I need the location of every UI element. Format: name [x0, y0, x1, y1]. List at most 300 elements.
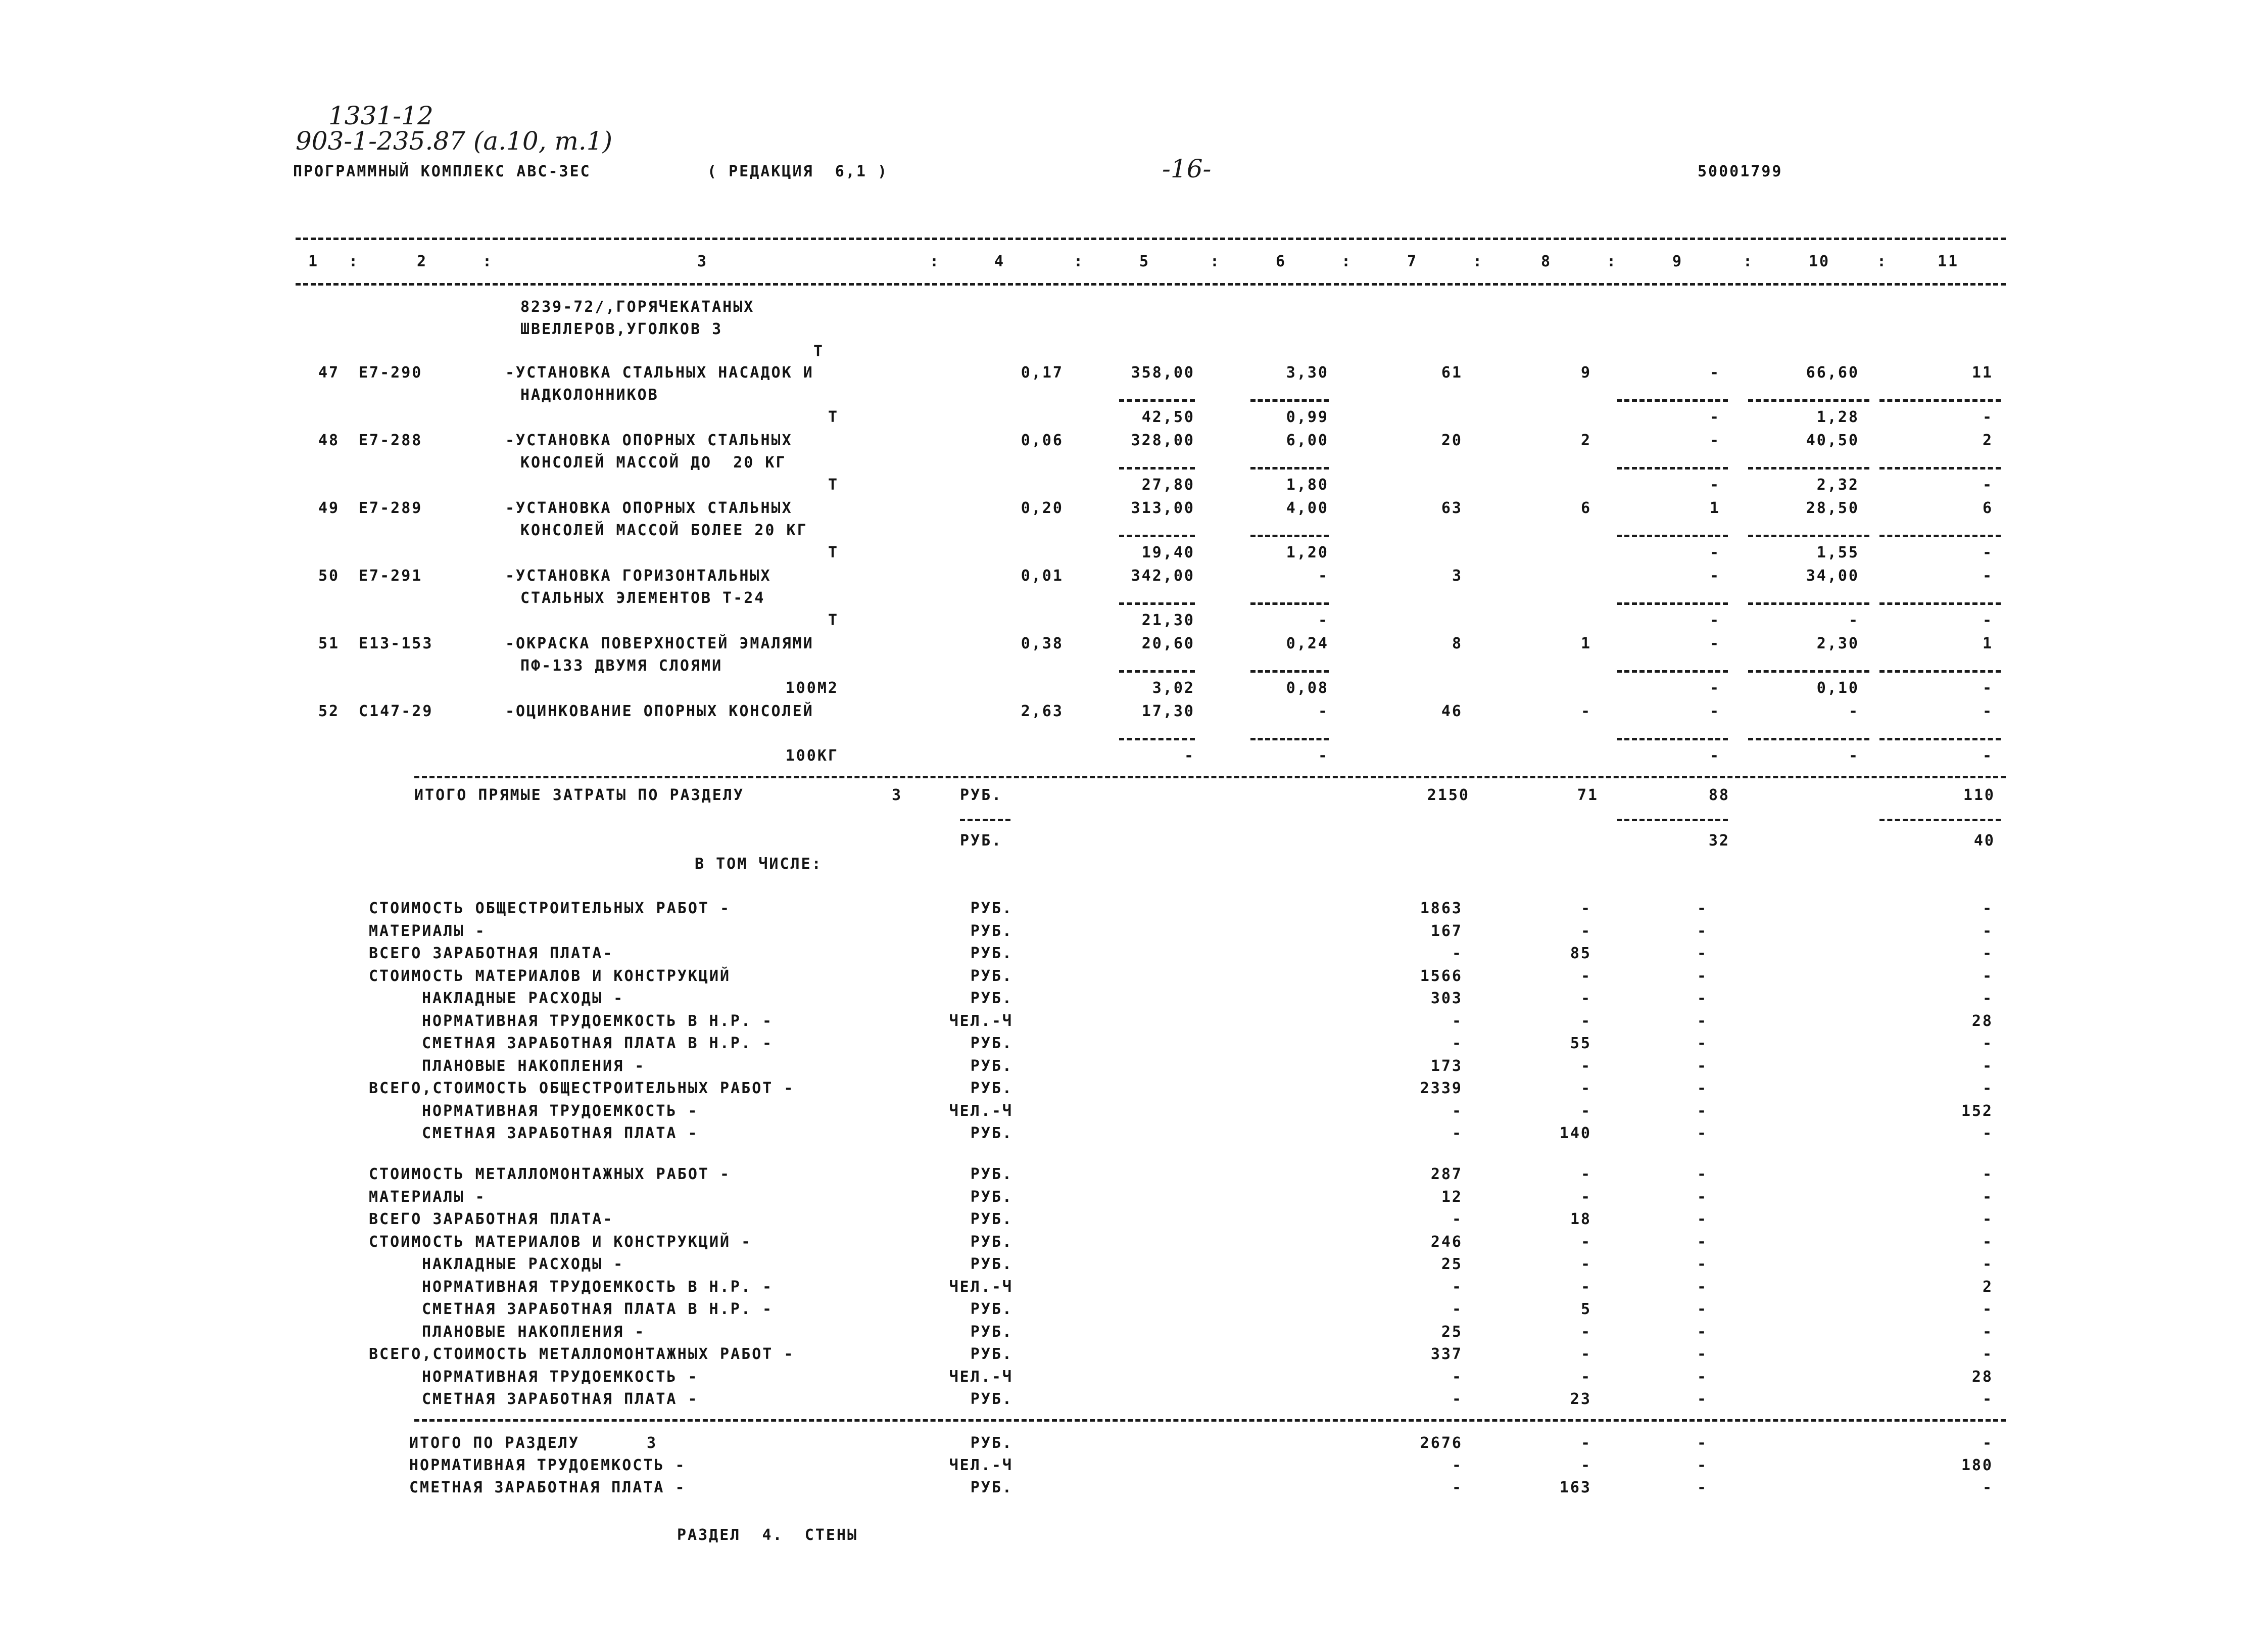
section-total-c7: - — [1452, 1457, 1463, 1474]
summary-c7: 303 — [1430, 990, 1463, 1007]
section-total-label: ИТОГО ПО РАЗДЕЛУ — [409, 1434, 580, 1452]
cell-c10: - — [1848, 702, 1859, 720]
cell-c6b: - — [1318, 612, 1329, 629]
summary-c7: - — [1452, 1390, 1463, 1408]
rule-c9-underline — [1617, 819, 1728, 821]
summary-label: НАКЛАДНЫЕ РАСХОДЫ - — [422, 990, 624, 1007]
cell-c6b: - — [1318, 747, 1329, 765]
cell-c7: 3 — [1452, 567, 1463, 585]
cell-c6b: 1,80 — [1286, 476, 1329, 494]
row-code: Е7-290 — [359, 364, 423, 382]
summary-unit: РУБ. — [970, 922, 1013, 940]
cell-c10b: - — [1848, 747, 1859, 765]
rule-before-totals — [414, 776, 2006, 778]
cell-c8: 9 — [1580, 364, 1591, 382]
rule-c6 — [1250, 399, 1329, 402]
rule-c6 — [1250, 738, 1329, 740]
summary-c11: - — [1982, 1080, 1993, 1097]
summary-c8: 18 — [1570, 1210, 1591, 1228]
summary-label: СМЕТНАЯ ЗАРАБОТНАЯ ПЛАТА - — [422, 1390, 699, 1408]
rule-c10 — [1748, 535, 1869, 537]
rule-c10 — [1748, 467, 1869, 470]
cell-c11b: - — [1982, 747, 1993, 765]
row-description-2: НАДКОЛОННИКОВ — [520, 386, 659, 404]
row-description: -УСТАНОВКА ОПОРНЫХ СТАЛЬНЫХ — [505, 499, 793, 517]
summary-label: НАКЛАДНЫЕ РАСХОДЫ - — [422, 1255, 624, 1273]
summary-c7: 25 — [1441, 1255, 1463, 1273]
cell-c5b: 27,80 — [1141, 476, 1195, 494]
rule-c6 — [1250, 467, 1329, 470]
cell-c6b: 0,08 — [1286, 679, 1329, 697]
summary-c7: 287 — [1430, 1165, 1463, 1183]
rule-c10 — [1748, 399, 1869, 402]
section-total-unit: ЧЕЛ.-Ч — [949, 1457, 1013, 1474]
summary-c11: 28 — [1971, 1012, 1993, 1030]
summary-unit: РУБ. — [970, 1345, 1013, 1363]
next-section-title: РАЗДЕЛ 4. СТЕНЫ — [677, 1526, 858, 1544]
section-total-unit: РУБ. — [970, 1479, 1013, 1496]
summary-unit: РУБ. — [970, 1255, 1013, 1273]
row-description-2: КОНСОЛЕЙ МАССОЙ БОЛЕЕ 20 КГ — [520, 522, 808, 539]
rule-c5 — [1119, 670, 1195, 673]
rule-c6 — [1250, 535, 1329, 537]
summary-unit: РУБ. — [970, 900, 1013, 917]
summary-c11: 152 — [1961, 1102, 1993, 1120]
cell-c9: - — [1709, 567, 1720, 585]
summary-label: НОРМАТИВНАЯ ТРУДОЕМКОСТЬ В Н.Р. - — [422, 1012, 774, 1030]
summary-unit: РУБ. — [970, 1124, 1013, 1142]
cell-c7: 20 — [1441, 432, 1463, 449]
summary-c11: - — [1982, 1300, 1993, 1318]
summary-unit: РУБ. — [970, 1165, 1013, 1183]
summary-unit: РУБ. — [970, 1210, 1013, 1228]
summary-c8: - — [1580, 1323, 1591, 1341]
summary-c9: - — [1697, 1255, 1708, 1273]
summary-unit: РУБ. — [970, 1390, 1013, 1408]
summary-c7: 12 — [1441, 1188, 1463, 1206]
summary-unit: ЧЕЛ.-Ч — [949, 1102, 1013, 1120]
cell-c6: 0,24 — [1286, 635, 1329, 652]
section-total-c8: - — [1580, 1434, 1591, 1452]
summary-c8: - — [1580, 1188, 1591, 1206]
row-description: -УСТАНОВКА СТАЛЬНЫХ НАСАДОК И — [505, 364, 814, 382]
cell-c5: 17,30 — [1141, 702, 1195, 720]
summary-label: НОРМАТИВНАЯ ТРУДОЕМКОСТЬ - — [422, 1102, 699, 1120]
row-unit: Т — [828, 612, 839, 629]
cell-c11b: - — [1982, 408, 1993, 426]
row-description: -УСТАНОВКА ГОРИЗОНТАЛЬНЫХ — [505, 567, 771, 585]
summary-c8: - — [1580, 922, 1591, 940]
including-label: В ТОМ ЧИСЛЕ: — [695, 855, 823, 873]
summary-c7: 25 — [1441, 1323, 1463, 1341]
summary-c8: 23 — [1570, 1390, 1591, 1408]
summary-c11: - — [1982, 1035, 1993, 1052]
summary-c9: - — [1697, 1368, 1708, 1386]
rule-c5 — [1119, 535, 1195, 537]
rule-c6 — [1250, 670, 1329, 673]
rule-c10 — [1748, 670, 1869, 673]
summary-c7: - — [1452, 1278, 1463, 1296]
summary-label: СТОИМОСТЬ МЕТАЛЛОМОНТАЖНЫХ РАБОТ - — [369, 1165, 731, 1183]
rule-c11 — [1879, 602, 2001, 605]
summary-label: ВСЕГО,СТОИМОСТЬ МЕТАЛЛОМОНТАЖНЫХ РАБОТ - — [369, 1345, 795, 1363]
cell-c10b: 0,10 — [1816, 679, 1859, 697]
cell-c11b: - — [1982, 544, 1993, 561]
section-total-c11: 180 — [1961, 1457, 1993, 1474]
summary-c11: - — [1982, 1390, 1993, 1408]
cell-c9b: - — [1709, 612, 1720, 629]
summary-c7: - — [1452, 1124, 1463, 1142]
row-number: 48 — [318, 432, 340, 449]
summary-c11: - — [1982, 967, 1993, 985]
intro-line-2: ШВЕЛЛЕРОВ,УГОЛКОВ 3 — [520, 320, 723, 338]
cell-c7: 63 — [1441, 499, 1463, 517]
rule-c10 — [1748, 602, 1869, 605]
cell-c6: 6,00 — [1286, 432, 1329, 449]
summary-c11: - — [1982, 1233, 1993, 1251]
summary-label: СТОИМОСТЬ МАТЕРИАЛОВ И КОНСТРУКЦИЙ — [369, 967, 731, 985]
cell-c6: 3,30 — [1286, 364, 1329, 382]
cell-c11: 1 — [1982, 635, 1993, 652]
summary-c7: 167 — [1430, 922, 1463, 940]
summary-c11: - — [1982, 1345, 1993, 1363]
summary-label: ВСЕГО ЗАРАБОТНАЯ ПЛАТА- — [369, 1210, 614, 1228]
summary-label: СМЕТНАЯ ЗАРАБОТНАЯ ПЛАТА В Н.Р. - — [422, 1035, 774, 1052]
intro-line-1: 8239-72/,ГОРЯЧЕКАТАНЫХ — [520, 298, 755, 316]
row-unit: Т — [828, 408, 839, 426]
summary-c8: - — [1580, 1080, 1591, 1097]
summary-c8: - — [1580, 967, 1591, 985]
summary-c8: 5 — [1580, 1300, 1591, 1318]
cell-c11: 2 — [1982, 432, 1993, 449]
summary-c7: 246 — [1430, 1233, 1463, 1251]
row-code: Е7-291 — [359, 567, 423, 585]
cell-c6: - — [1318, 702, 1329, 720]
summary-unit: ЧЕЛ.-Ч — [949, 1278, 1013, 1296]
rule-c11-underline — [1879, 819, 2001, 821]
summary-c11: - — [1982, 1188, 1993, 1206]
cell-c8: - — [1580, 702, 1591, 720]
summary-c7: - — [1452, 1035, 1463, 1052]
summary-label: ВСЕГО,СТОИМОСТЬ ОБЩЕСТРОИТЕЛЬНЫХ РАБОТ - — [369, 1080, 795, 1097]
program-title: ПРОГРАММНЫЙ КОМПЛЕКС АВС-3ЕС — [293, 163, 591, 180]
summary-c9: - — [1697, 1012, 1708, 1030]
summary-c7: - — [1452, 945, 1463, 962]
summary-c7: - — [1452, 1102, 1463, 1120]
cell-c4: 2,63 — [1021, 702, 1064, 720]
summary-c9: - — [1697, 967, 1708, 985]
row-code: С147-29 — [359, 702, 433, 720]
summary-c9: - — [1697, 1210, 1708, 1228]
summary-unit: РУБ. — [970, 990, 1013, 1007]
row-unit: Т — [828, 476, 839, 494]
cell-c5b: 3,02 — [1152, 679, 1195, 697]
cell-c11: - — [1982, 702, 1993, 720]
row-code: Е7-288 — [359, 432, 423, 449]
summary-unit: РУБ. — [970, 1188, 1013, 1206]
summary-c8: - — [1580, 1345, 1591, 1363]
summary-unit: ЧЕЛ.-Ч — [949, 1012, 1013, 1030]
section-total-label: НОРМАТИВНАЯ ТРУДОЕМКОСТЬ - — [409, 1457, 686, 1474]
rule-before-section-total — [414, 1419, 2006, 1422]
cell-c4: 0,38 — [1021, 635, 1064, 652]
rule-c5 — [1119, 467, 1195, 470]
summary-label: СТОИМОСТЬ МАТЕРИАЛОВ И КОНСТРУКЦИЙ - — [369, 1233, 752, 1251]
summary-label: СМЕТНАЯ ЗАРАБОТНАЯ ПЛАТА - — [422, 1124, 699, 1142]
summary-c7: 1566 — [1420, 967, 1463, 985]
summary-c8: - — [1580, 1233, 1591, 1251]
rule-c9 — [1617, 602, 1728, 605]
summary-c7: 1863 — [1420, 900, 1463, 917]
summary-unit: ЧЕЛ.-Ч — [949, 1368, 1013, 1386]
cell-c4: 0,20 — [1021, 499, 1064, 517]
summary-c8: 85 — [1570, 945, 1591, 962]
summary-c8: - — [1580, 1165, 1591, 1183]
cell-c9: - — [1709, 432, 1720, 449]
summary-unit: РУБ. — [970, 1300, 1013, 1318]
row-unit: 100М2 — [785, 679, 839, 697]
rule-c11 — [1879, 399, 2001, 402]
cell-c5: 313,00 — [1131, 499, 1195, 517]
rule-c11 — [1879, 535, 2001, 537]
summary-c7: - — [1452, 1012, 1463, 1030]
summary-unit: РУБ. — [970, 1233, 1013, 1251]
cell-c5: 342,00 — [1131, 567, 1195, 585]
cell-c7: 46 — [1441, 702, 1463, 720]
section-total-c11: - — [1982, 1479, 1993, 1496]
row-unit: 100КГ — [785, 747, 839, 765]
row-description: -УСТАНОВКА ОПОРНЫХ СТАЛЬНЫХ — [505, 432, 793, 449]
section-total-label: СМЕТНАЯ ЗАРАБОТНАЯ ПЛАТА - — [409, 1479, 686, 1496]
cell-c7: 61 — [1441, 364, 1463, 382]
summary-label: ПЛАНОВЫЕ НАКОПЛЕНИЯ - — [422, 1323, 646, 1341]
summary-unit: РУБ. — [970, 1323, 1013, 1341]
summary-c9: - — [1697, 1278, 1708, 1296]
cell-c10: 34,00 — [1806, 567, 1859, 585]
summary-c8: - — [1580, 1057, 1591, 1075]
page-number: -16- — [1162, 154, 1212, 183]
summary-c11: - — [1982, 1165, 1993, 1183]
summary-c8: - — [1580, 990, 1591, 1007]
summary-label: СМЕТНАЯ ЗАРАБОТНАЯ ПЛАТА В Н.Р. - — [422, 1300, 774, 1318]
summary-c9: - — [1697, 990, 1708, 1007]
cell-c8: 6 — [1580, 499, 1591, 517]
cell-c5b: 21,30 — [1141, 612, 1195, 629]
section-total-c11: - — [1982, 1434, 1993, 1452]
row-code: Е13-153 — [359, 635, 433, 652]
rule-c9 — [1617, 670, 1728, 673]
cell-c5b: - — [1184, 747, 1195, 765]
cell-c9b: - — [1709, 747, 1720, 765]
row-description-2: СТАЛЬНЫХ ЭЛЕМЕНТОВ Т-24 — [520, 589, 765, 607]
summary-c9: - — [1697, 1188, 1708, 1206]
summary-c8: - — [1580, 900, 1591, 917]
cell-c5b: 42,50 — [1141, 408, 1195, 426]
intro-unit: Т — [813, 343, 825, 360]
row-number: 49 — [318, 499, 340, 517]
cell-c9b: - — [1709, 476, 1720, 494]
summary-c7: - — [1452, 1210, 1463, 1228]
summary-c8: - — [1580, 1255, 1591, 1273]
summary-c7: - — [1452, 1368, 1463, 1386]
cell-c11b: - — [1982, 679, 1993, 697]
summary-c7: 2339 — [1420, 1080, 1463, 1097]
summary-unit: РУБ. — [970, 1080, 1013, 1097]
cell-c10b: 2,32 — [1816, 476, 1859, 494]
summary-label: ПЛАНОВЫЕ НАКОПЛЕНИЯ - — [422, 1057, 646, 1075]
summary-label: СТОИМОСТЬ ОБЩЕСТРОИТЕЛЬНЫХ РАБОТ - — [369, 900, 731, 917]
cell-c8: 1 — [1580, 635, 1591, 652]
section-total-c9: - — [1697, 1457, 1708, 1474]
document-code: 50001799 — [1698, 163, 1783, 180]
cell-c8: 2 — [1580, 432, 1591, 449]
cell-c9b: - — [1709, 408, 1720, 426]
summary-c9: - — [1697, 1165, 1708, 1183]
summary-label: ВСЕГО ЗАРАБОТНАЯ ПЛАТА- — [369, 945, 614, 962]
cell-c11b: - — [1982, 612, 1993, 629]
summary-c8: - — [1580, 1278, 1591, 1296]
section-total-c9: - — [1697, 1479, 1708, 1496]
cell-c10: 2,30 — [1816, 635, 1859, 652]
rule-c5 — [1119, 738, 1195, 740]
cell-c4: 0,01 — [1021, 567, 1064, 585]
summary-c9: - — [1697, 1345, 1708, 1363]
section-total-unit: РУБ. — [970, 1434, 1013, 1452]
summary-c7: 173 — [1430, 1057, 1463, 1075]
cell-c9b: - — [1709, 679, 1720, 697]
cell-c10: 66,60 — [1806, 364, 1859, 382]
summary-c9: - — [1697, 1080, 1708, 1097]
rule-c9 — [1617, 535, 1728, 537]
rule-c5 — [1119, 602, 1195, 605]
rule-c11 — [1879, 670, 2001, 673]
cell-c7: 8 — [1452, 635, 1463, 652]
handwritten-project-code: 903-1-235.87 (a.10, т.1) — [296, 126, 613, 156]
summary-c7: 337 — [1430, 1345, 1463, 1363]
row-unit: Т — [828, 544, 839, 561]
cell-c5: 328,00 — [1131, 432, 1195, 449]
cell-c9b: - — [1709, 544, 1720, 561]
program-edition: ( РЕДАКЦИЯ 6,1 ) — [707, 163, 889, 180]
summary-c9: - — [1697, 1124, 1708, 1142]
row-number: 50 — [318, 567, 340, 585]
cell-c6b: 1,20 — [1286, 544, 1329, 561]
summary-unit: РУБ. — [970, 1035, 1013, 1052]
rule-header-bottom — [296, 283, 2006, 286]
rule-c5 — [1119, 399, 1195, 402]
summary-c11: 2 — [1982, 1278, 1993, 1296]
section-total-sec: 3 — [647, 1434, 658, 1452]
cell-c10b: - — [1848, 612, 1859, 629]
summary-c11: - — [1982, 1124, 1993, 1142]
summary-label: НОРМАТИВНАЯ ТРУДОЕМКОСТЬ - — [422, 1368, 699, 1386]
rule-unit-underline — [960, 819, 1010, 821]
section-total-c9: - — [1697, 1434, 1708, 1452]
rule-top — [296, 238, 2006, 240]
cell-c11b: - — [1982, 476, 1993, 494]
summary-c9: - — [1697, 922, 1708, 940]
summary-unit: РУБ. — [970, 945, 1013, 962]
cell-c10: 40,50 — [1806, 432, 1859, 449]
summary-c11: - — [1982, 990, 1993, 1007]
summary-c8: - — [1580, 1102, 1591, 1120]
cell-c11: - — [1982, 567, 1993, 585]
summary-c11: - — [1982, 1323, 1993, 1341]
summary-unit: РУБ. — [970, 1057, 1013, 1075]
section-total-c8: 163 — [1559, 1479, 1591, 1496]
cell-c9: - — [1709, 364, 1720, 382]
section-total-c8: - — [1580, 1457, 1591, 1474]
summary-label: МАТЕРИАЛЫ - — [369, 922, 486, 940]
cell-c10b: 1,28 — [1816, 408, 1859, 426]
cell-c6b: 0,99 — [1286, 408, 1329, 426]
cell-c9: - — [1709, 702, 1720, 720]
summary-unit: РУБ. — [970, 967, 1013, 985]
rule-c10 — [1748, 738, 1869, 740]
cell-c5b: 19,40 — [1141, 544, 1195, 561]
summary-c9: - — [1697, 1233, 1708, 1251]
handwritten-sheet-number: 1331-12 — [328, 101, 433, 130]
summary-c9: - — [1697, 1102, 1708, 1120]
section-total-c7: 2676 — [1420, 1434, 1463, 1452]
summary-c9: - — [1697, 1300, 1708, 1318]
row-number: 52 — [318, 702, 340, 720]
summary-c8: 140 — [1559, 1124, 1591, 1142]
summary-c9: - — [1697, 1057, 1708, 1075]
summary-c8: - — [1580, 1012, 1591, 1030]
cell-c9: - — [1709, 635, 1720, 652]
row-number: 51 — [318, 635, 340, 652]
summary-c8: - — [1580, 1368, 1591, 1386]
summary-label: НОРМАТИВНАЯ ТРУДОЕМКОСТЬ В Н.Р. - — [422, 1278, 774, 1296]
summary-c11: - — [1982, 922, 1993, 940]
cell-c4: 0,06 — [1021, 432, 1064, 449]
summary-c9: - — [1697, 900, 1708, 917]
rule-c9 — [1617, 399, 1728, 402]
row-description-2: КОНСОЛЕЙ МАССОЙ ДО 20 КГ — [520, 454, 787, 472]
summary-c11: - — [1982, 900, 1993, 917]
cell-c6: 4,00 — [1286, 499, 1329, 517]
cell-c11: 6 — [1982, 499, 1993, 517]
row-code: Е7-289 — [359, 499, 423, 517]
summary-c11: - — [1982, 945, 1993, 962]
cell-c11: 11 — [1971, 364, 1993, 382]
rule-c11 — [1879, 738, 2001, 740]
cell-c6: - — [1318, 567, 1329, 585]
row-description-2: ПФ-133 ДВУМЯ СЛОЯМИ — [520, 657, 723, 675]
summary-c11: - — [1982, 1255, 1993, 1273]
cell-c4: 0,17 — [1021, 364, 1064, 382]
row-description: -ОЦИНКОВАНИЕ ОПОРНЫХ КОНСОЛЕЙ — [505, 702, 814, 720]
summary-c9: - — [1697, 1323, 1708, 1341]
summary-c11: - — [1982, 1210, 1993, 1228]
summary-c7: - — [1452, 1300, 1463, 1318]
summary-c9: - — [1697, 1390, 1708, 1408]
summary-c9: - — [1697, 945, 1708, 962]
rule-c9 — [1617, 467, 1728, 470]
cell-c10b: 1,55 — [1816, 544, 1859, 561]
cell-c5: 358,00 — [1131, 364, 1195, 382]
summary-c9: - — [1697, 1035, 1708, 1052]
cell-c5: 20,60 — [1141, 635, 1195, 652]
rule-c9 — [1617, 738, 1728, 740]
summary-label: МАТЕРИАЛЫ - — [369, 1188, 486, 1206]
summary-c11: 28 — [1971, 1368, 1993, 1386]
cell-c9: 1 — [1709, 499, 1720, 517]
row-description: -ОКРАСКА ПОВЕРХНОСТЕЙ ЭМАЛЯМИ — [505, 635, 814, 652]
summary-c8: 55 — [1570, 1035, 1591, 1052]
section-total-c7: - — [1452, 1479, 1463, 1496]
